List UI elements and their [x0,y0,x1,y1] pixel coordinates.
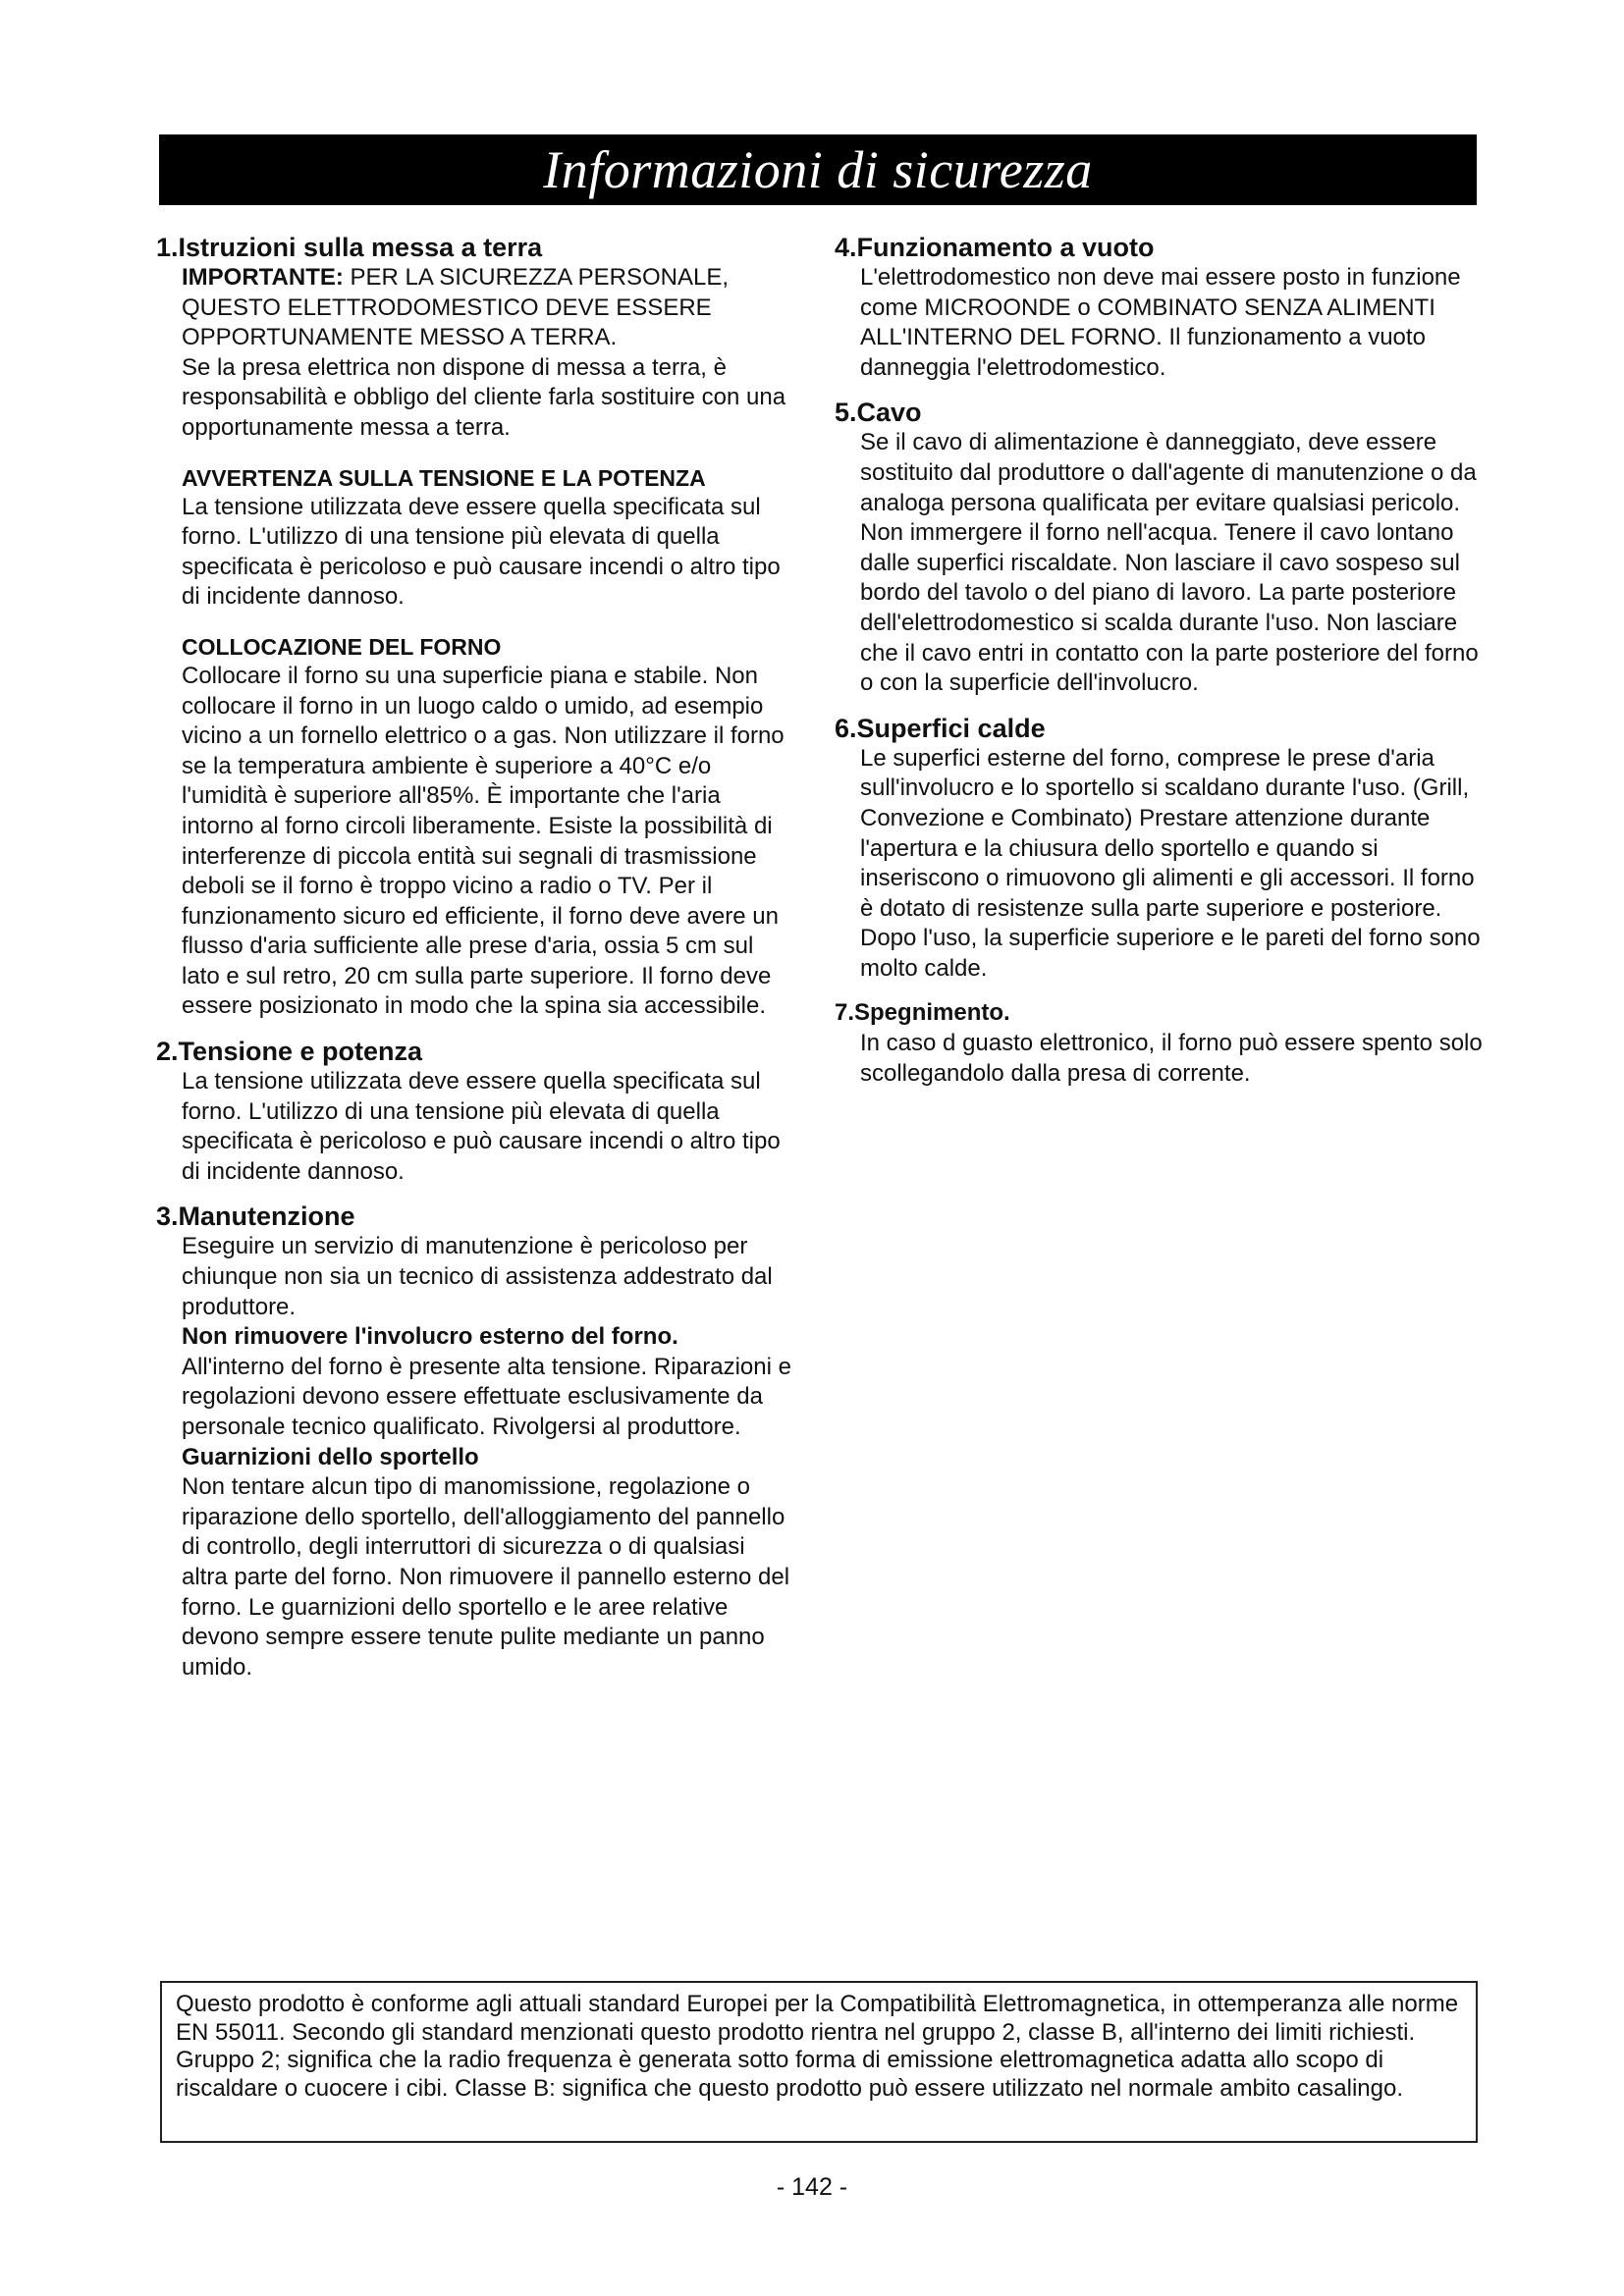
emc-compliance-text: Questo prodotto è conforme agli attuali standard Europei per la Compatibilità Elettromagnetica, in ottemperanza alle norme EN 55011. Secondo gli standard menzionati questo prodotto rientra nel gruppo 2, classe B, all'interno dei limiti richiesti. Gruppo 2; significa che la radio frequenza è generata sotto forma di emissione elettromagnetica adatta allo scopo di riscaldare o cuocere i cibi. Classe B: significa che questo prodotto può essere utilizzato nel normale ambito casalingo. [176,1991,1459,2102]
maintenance-paragraph: Eseguire un servizio di manutenzione è pericoloso per chiunque non sia un tecnico di assistenza addestrato dal produttore. [182,1233,773,1320]
right-column [835,232,1483,1090]
section-7-title: 7.Spegnimento. [835,999,1010,1027]
section-1-title: 1.Istruzioni sulla messa a terra [156,233,543,262]
voltage-warning-text: La tensione utilizzata deve essere quella specificata sul forno. L'utilizzo di una tensione più elevata di quella specificata è pericoloso e può causare incendi o altro tipo di incidente dannoso. [182,493,781,611]
important-label: IMPORTANTE: [182,264,344,291]
casing-warning: Non rimuovere l'involucro esterno del forno. [182,1323,678,1351]
left-column [156,232,794,1682]
section-5-title: 5.Cavo [835,398,922,428]
high-voltage-paragraph: All'interno del forno è presente alta tensione. Riparazioni e regolazioni devono essere effettuate esclusivamente da personale tecnico qualificato. Rivolgersi al produttore. [182,1353,791,1440]
section-1-body [156,263,794,1022]
grounding-paragraph: Se la presa elettrica non dispone di messa a terra, è responsabilità e obbligo del cliente farla sostituire con una opportunamente messa a terra. [182,353,786,441]
page-number: - 142 - [776,2173,848,2201]
emc-compliance-notice [160,1981,1478,2143]
section-4-text: L'elettrodomestico non deve mai essere posto in funzione come MICROONDE o COMBINATO SENZA ALIMENTI ALL'INTERNO DEL FORNO. Il funzionamento a vuoto danneggia l'elettrodomestico. [860,264,1461,381]
section-3-body [156,1232,794,1682]
section-6-text: Le superfici esterne del forno, comprese le prese d'aria sull'involucro e lo sportello si scaldano durante l'uso. (Grill, Convezione e Combinato) Prestare attenzione durante l'apertura e la chiusura dello sportello e quando si inseriscono o rimuovono gli alimenti e gli accessori. Il forno è dotato di resistenze sulla parte superiore e posteriore. Dopo l'uso, la superficie superiore e le pareti del forno sono molto calde. [860,744,1481,982]
door-seals-title: Guarnizioni dello sportello [182,1443,479,1470]
important-paragraph [182,263,794,353]
section-2-text: La tensione utilizzata deve essere quella specificata sul forno. L'utilizzo di una tensione più elevata di quella specificata è pericoloso e può causare incendi o altro tipo di incidente dannoso. [182,1068,781,1185]
section-7-text: In caso d guasto elettronico, il forno può essere spento solo scollegandolo dalla presa di corrente. [860,1030,1483,1088]
page-title-banner [159,134,1477,205]
page-title: Informazioni di sicurezza [543,140,1093,199]
voltage-warning-title: AVVERTENZA SULLA TENSIONE E LA POTENZA [182,464,706,491]
section-6-title: 6.Superfici calde [835,713,1046,743]
section-4-title: 4.Funzionamento a vuoto [835,233,1155,262]
section-5-text: Se il cavo di alimentazione è danneggiato, deve essere sostituito dal produttore o dall'agente di manutenzione o da analoga persona qualificata per evitare qualsiasi pericolo. Non immergere il forno nell'acqua. Tenere il cavo lontano dalle superfici riscaldate. Non lasciare il cavo sospeso sul bordo del tavolo o del piano di lavoro. La parte posteriore dell'elettrodomestico si scalda durante l'uso. Non lasciare che il cavo entri in contatto con la parte posteriore del forno o con la superficie dell'involucro. [860,429,1479,697]
oven-placement-title: COLLOCAZIONE DEL FORNO [182,633,502,660]
door-seals-text: Non tentare alcun tipo di manomissione, regolazione o riparazione dello sportello, dell'alloggiamento del pannello di controllo, degli interruttori di sicurezza o di qualsiasi altra parte del forno. Non rimuovere il pannello esterno del forno. Le guarnizioni dello sportello e le aree relative devono sempre essere tenute pulite mediante un panno umido. [182,1473,790,1681]
section-3-title: 3.Manutenzione [156,1201,355,1232]
section-2-title: 2.Tensione e potenza [156,1037,423,1067]
important-text: PER LA SICUREZZA PERSONALE, QUESTO ELETTRODOMESTICO DEVE ESSERE OPPORTUNAMENTE MESSO A TERRA. [182,264,729,351]
oven-placement-text: Collocare il forno su una superficie piana e stabile. Non collocare il forno in un luogo caldo o umido, ad esempio vicino a un fornello elettrico o a gas. Non utilizzare il forno se la temperatura ambiente è superiore a 40°C e/o l'umidità è superiore all'85%. È importante che l'aria intorno al forno circoli liberamente. Esiste la possibilità di interferenze di piccola entità sui segnali di trasmissione deboli se il forno è troppo vicino a radio o TV. Per il funzionamento sicuro ed efficiente, il forno deve avere un flusso d'aria sufficiente alle prese d'aria, ossia 5 cm sul lato e sul retro, 20 cm sulla parte superiore. Il forno deve essere posizionato in modo che la spina sia accessibile. [182,662,785,1020]
